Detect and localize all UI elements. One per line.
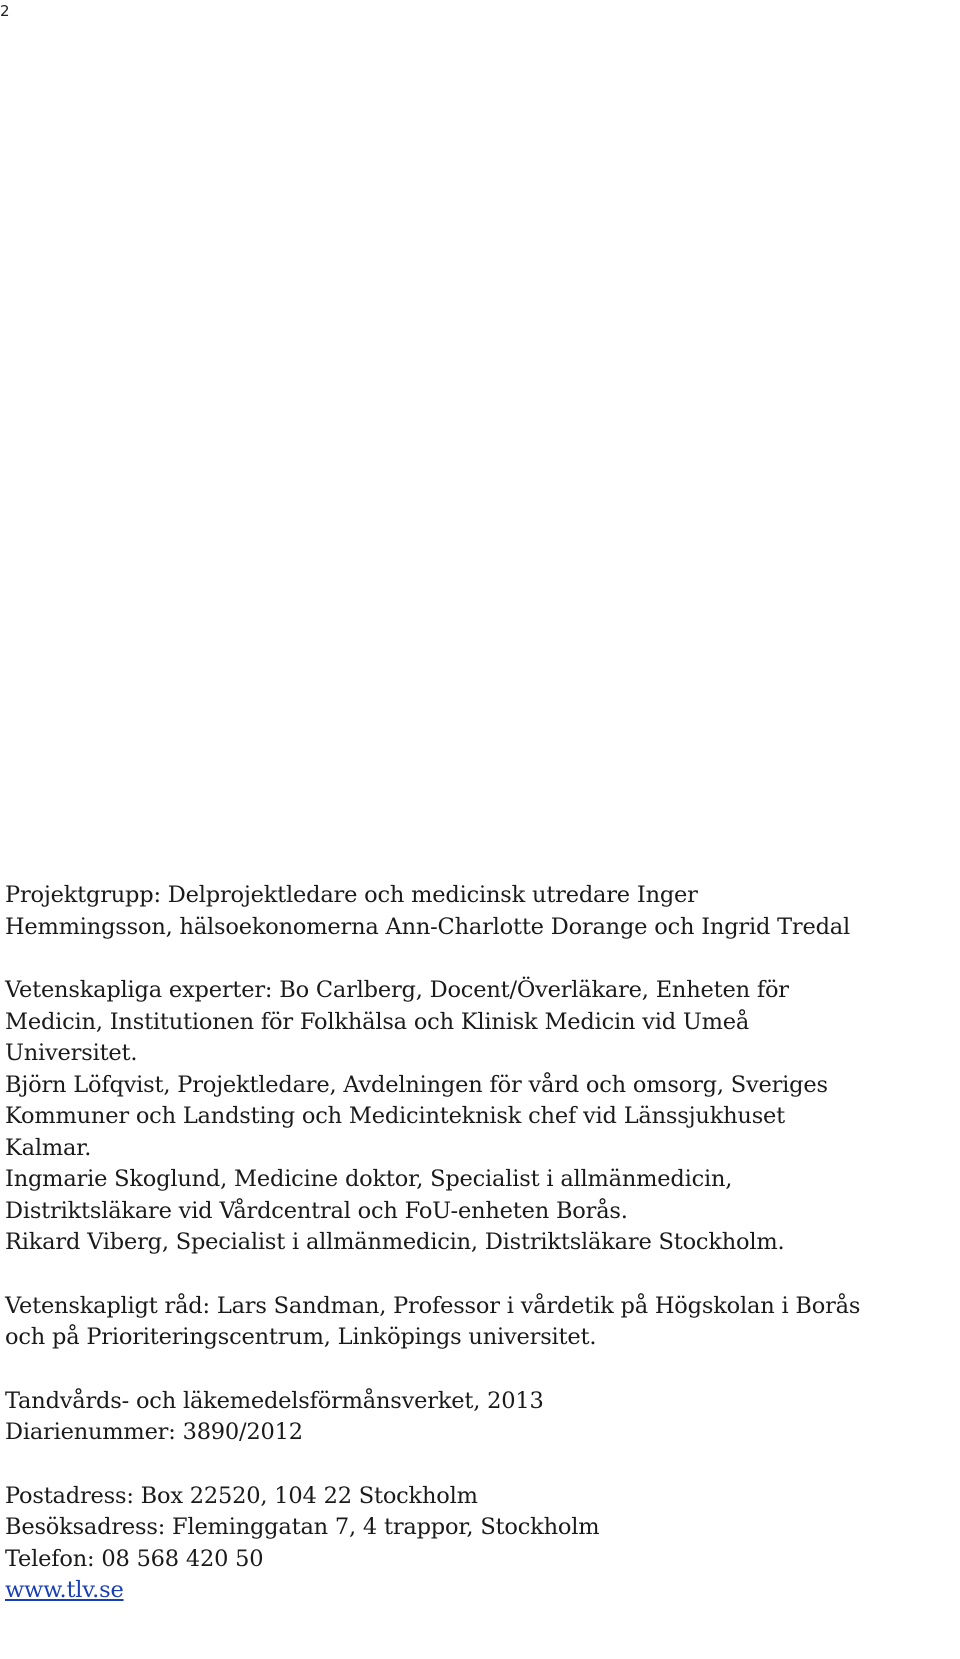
- document-body: [5, 880, 955, 1607]
- scientific-experts-line: Björn Löfqvist, Projektledare, Avdelningen för vård och omsorg, Sveriges: [5, 1071, 828, 1098]
- scientific-experts-line: Ingmarie Skoglund, Medicine doktor, Specialist i allmänmedicin,: [5, 1166, 733, 1192]
- visiting-address: Besöksadress: Fleminggatan 7, 4 trappor, Stockholm: [5, 1514, 600, 1540]
- registration-number: Diarienummer: 3890/2012: [5, 1419, 303, 1445]
- scientific-experts-line: Medicin, Institutionen för Folkhälsa och Klinisk Medicin vid Umeå: [5, 1008, 750, 1035]
- website-link[interactable]: www.tlv.se: [5, 1577, 124, 1603]
- scientific-experts-line: Vetenskapliga experter: Bo Carlberg, Docent/Överläkare, Enheten för: [5, 977, 789, 1003]
- scientific-experts-line: Kalmar.: [5, 1134, 92, 1161]
- scientific-council-line: Vetenskapligt råd: Lars Sandman, Professor i vårdetik på Högskolan i Borås: [5, 1292, 861, 1319]
- agency-year: Tandvårds- och läkemedelsförmånsverket, 2013: [5, 1387, 544, 1414]
- scientific-experts-line: Rikard Viberg, Specialist i allmänmedicin, Distriktsläkare Stockholm.: [5, 1229, 785, 1255]
- project-group-line: Hemmingsson, hälsoekonomerna Ann-Charlotte Dorange och Ingrid Tredal: [5, 913, 851, 940]
- phone-number: Telefon: 08 568 420 50: [5, 1545, 264, 1572]
- scientific-experts-line: Universitet.: [5, 1040, 138, 1066]
- scientific-council-paragraph: [5, 1291, 955, 1354]
- page-number: 2: [0, 2, 10, 20]
- scientific-experts-paragraph: [5, 975, 955, 1259]
- project-group-paragraph: [5, 880, 955, 943]
- publisher-paragraph: [5, 1386, 955, 1449]
- scientific-council-line: och på Prioriteringscentrum, Linköpings universitet.: [5, 1324, 597, 1350]
- project-group-line: Projektgrupp: Delprojektledare och medicinsk utredare Inger: [5, 882, 698, 908]
- contact-paragraph: [5, 1481, 955, 1607]
- website-line: [5, 1575, 955, 1607]
- scientific-experts-line: Kommuner och Landsting och Medicinteknisk chef vid Länssjukhuset: [5, 1103, 786, 1129]
- scientific-experts-line: Distriktsläkare vid Vårdcentral och FoU-enheten Borås.: [5, 1197, 628, 1224]
- postal-address: Postadress: Box 22520, 104 22 Stockholm: [5, 1482, 478, 1509]
